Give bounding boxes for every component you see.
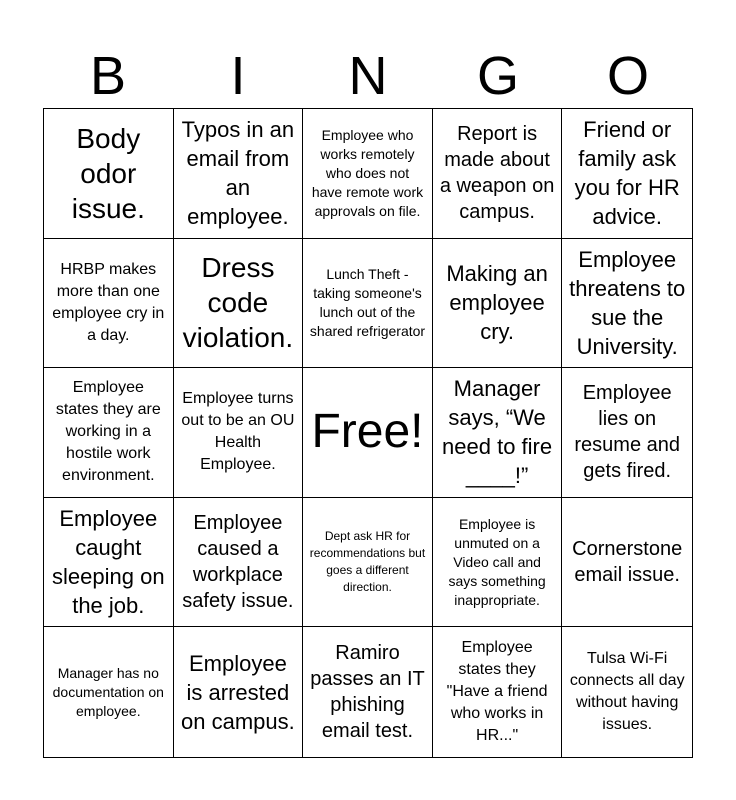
bingo-cell[interactable] — [44, 498, 174, 628]
bingo-cell[interactable] — [174, 368, 304, 498]
cell-text: Employee who works remotely who does not have remote work approvals on file. — [311, 126, 424, 219]
cell-text: Manager says, “We need to fire ____!” — [442, 376, 553, 489]
bingo-cell[interactable] — [44, 239, 174, 369]
bingo-cell[interactable] — [44, 627, 174, 757]
cell-text: Body odor issue. — [71, 122, 145, 224]
bingo-cell[interactable] — [303, 239, 433, 369]
free-space-text: Free! — [311, 405, 424, 459]
header-letter-b: B — [89, 46, 127, 106]
bingo-cell[interactable] — [562, 627, 692, 757]
bingo-cell[interactable] — [174, 239, 304, 369]
bingo-cell[interactable] — [303, 627, 433, 757]
bingo-free-space[interactable] — [303, 368, 433, 498]
cell-text: Employee is unmuted on a Video call and says something inappropriate. — [448, 515, 546, 608]
cell-text: Employee caused a workplace safety issue. — [182, 512, 294, 613]
cell-text: Tulsa Wi-Fi connects all day without having issues. — [569, 650, 685, 734]
header-letter-n: N — [348, 46, 388, 106]
bingo-cell[interactable] — [174, 498, 304, 628]
bingo-cell[interactable] — [433, 627, 563, 757]
cell-text: Cornerstone email issue. — [572, 538, 683, 587]
bingo-cell[interactable] — [174, 627, 304, 757]
bingo-cell[interactable] — [433, 239, 563, 369]
bingo-cell[interactable] — [433, 498, 563, 628]
bingo-cell[interactable] — [433, 109, 563, 239]
cell-text: Employee threatens to sue the University. — [569, 246, 686, 359]
bingo-cell[interactable] — [433, 368, 563, 498]
cell-text: Employee turns out to be an OU Health Employee. — [181, 390, 295, 474]
bingo-cell[interactable] — [562, 239, 692, 369]
bingo-cell[interactable] — [562, 368, 692, 498]
bingo-cell[interactable] — [303, 498, 433, 628]
header-letter-o: O — [606, 46, 649, 106]
bingo-cell[interactable] — [562, 498, 692, 628]
bingo-cell[interactable] — [44, 368, 174, 498]
cell-text: Typos in an email from an employee. — [181, 117, 295, 230]
cell-text: Employee states they "Have a friend who works in HR..." — [446, 639, 548, 745]
cell-text: Employee is arrested on campus. — [181, 650, 295, 734]
bingo-header — [43, 45, 693, 107]
cell-text: Employee states they are working in a hostile work environment. — [55, 379, 161, 485]
cell-text: Manager has no documentation on employee. — [52, 664, 164, 719]
cell-text: Making an employee cry. — [446, 261, 548, 345]
bingo-cell[interactable] — [44, 109, 174, 239]
bingo-cell[interactable] — [303, 109, 433, 239]
cell-text: Lunch Theft - taking someone's lunch out of the shared refrigerator — [309, 265, 426, 339]
cell-text: Dress code violation. — [182, 252, 294, 354]
cell-text: Ramiro passes an IT phishing email test. — [310, 642, 425, 743]
cell-text: Friend or family ask you for HR advice. — [574, 117, 680, 230]
bingo-cell[interactable] — [562, 109, 692, 239]
cell-text: HRBP makes more than one employee cry in a day. — [52, 260, 165, 344]
cell-text: Employee lies on resume and gets fired. — [574, 382, 680, 483]
header-letter-g: G — [476, 46, 519, 106]
cell-text: Report is made about a weapon on campus. — [439, 123, 555, 224]
cell-text: Employee caught sleeping on the job. — [52, 506, 165, 619]
bingo-cell[interactable] — [174, 109, 304, 239]
cell-text: Dept ask HR for recommendations but goes a different direction. — [309, 529, 426, 595]
bingo-board — [43, 108, 693, 758]
header-letter-i: I — [230, 46, 246, 106]
